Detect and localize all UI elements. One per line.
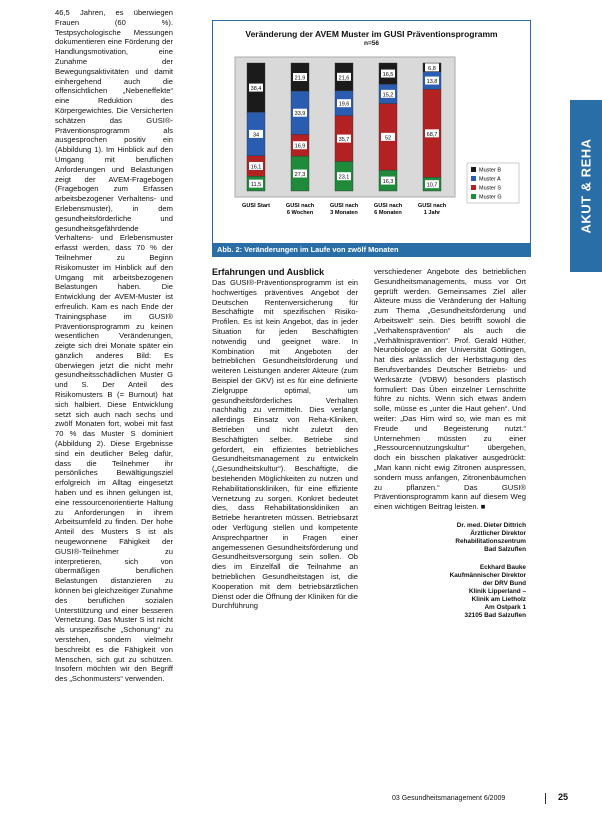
data-label: 68,7 <box>426 131 438 138</box>
stacked-bar-chart <box>217 51 526 241</box>
footer-divider <box>545 793 546 804</box>
data-label: 23,1 <box>338 174 350 181</box>
text-column-1 <box>55 8 173 684</box>
footer-publication: 03 Gesundheitsmanagement 6/2009 <box>392 795 506 802</box>
category-label: GUSI Start <box>242 203 270 209</box>
figure-abb-2 <box>212 20 531 257</box>
credit-line: Dr. med. Dieter Dittrich <box>456 521 526 529</box>
credit-line: Klinik am Lietholz <box>471 595 526 603</box>
data-label: 16,1 <box>250 164 262 171</box>
data-label: 38,4 <box>250 86 262 93</box>
data-label: 16,5 <box>382 72 394 79</box>
category-label: 6 Wochen <box>286 210 314 216</box>
legend-swatch <box>471 185 476 190</box>
legend-swatch <box>471 167 476 172</box>
legend-swatch <box>471 176 476 181</box>
credit-line: Bad Salzuflen <box>484 545 526 553</box>
data-label: 21,6 <box>338 75 350 82</box>
credit-line: Rehabilitationszentrum <box>455 537 526 545</box>
data-label: 21,9 <box>294 75 306 82</box>
legend-swatch <box>471 194 476 199</box>
data-label: 10,7 <box>426 182 438 189</box>
author-credit-2 <box>374 564 526 620</box>
data-label: 35,7 <box>338 137 350 144</box>
body-text-col3: verschiedener Angebote des betrieblichen Gesundheitsmanagements, muss vor Ort geprüft werden. Gemeinsames Ziel aller Akteure muss die Veränderung der Haltung zum Thema „Gesundheitsförderung und Arbeitswelt“ sein. Dies betrifft sowohl die „Verhaltensprävention“ als auch die „Verhältnisprävention“. Prof. Gerald Hüther, Neurobiologe an der Universität Göttingen, hat dies anlässlich der Herbsttagung des Berufsverbandes Deutscher Betriebs- und Werksärzte (VDBW) besonders plastisch formuliert: Das Üben einzelner Lernschritte führe zu nichts. Wenn sich etwas ändern solle, müsse es „unter die Haut gehen“. Und weiter: „Das Hirn wird so, wie man es mit Freude und Begeisterung nutzt.“ Unternehmen müssten zu einer „Ressourcennutzungskultur“ übergehen, doch ein bisschen plakativer ausgedrückt: „Man kann nicht ewig Zitronen auspressen, sondern muss anfangen, Zitronenbäumchen zu pflanzen.“ Das GUSI® Präventionsprogramm kann auf diesem Weg einen wichtigen Beitrag leisten. ■ <box>374 267 526 512</box>
legend-label: Muster B <box>479 167 502 174</box>
section-heading: Erfahrungen und Ausblick <box>212 267 325 277</box>
figure-caption: Abb. 2: Veränderungen im Laufe von zwölf Monaten <box>213 243 530 256</box>
data-label: 34 <box>252 132 260 139</box>
credit-line: Am Ostpark 1 <box>484 603 526 611</box>
category-label: GUSI nach <box>329 203 359 209</box>
legend-label: Muster G <box>479 194 502 201</box>
data-label: 13,8 <box>426 79 438 86</box>
figure-title: Veränderung der AVEM Muster im GUSI Präventionsprogramm <box>245 29 498 39</box>
data-label: 16,9 <box>294 143 306 150</box>
data-label: 15,2 <box>382 92 394 99</box>
credit-line: 32105 Bad Salzuflen <box>464 611 526 619</box>
credit-line: Klinik Lipperland – <box>468 587 526 595</box>
category-label: GUSI nach <box>285 203 315 209</box>
data-label: 52 <box>384 135 392 142</box>
data-label: 11,5 <box>250 182 262 189</box>
section-side-tab-label: AKUT & REHA <box>578 138 594 234</box>
data-label: 19,6 <box>338 101 350 108</box>
body-text-col2: Das GUSI®-Präventionsprogramm ist ein hochwertiges präventives Angebot der Deutschen Rentenversicherung für Beschäftigte mit spezifischen Risiko-Profilen. Es ist kein Angebot, das in jeder Situation für jeden Beschäftigten notwendig und geeignet wäre. In Kombination mit Angeboten der betrieblichen Gesundheitsförderung und weiteren Leistungen anderer Akteure (zum Beispiel der GKV) ist es für eine definierte Zielgruppe optimal, um gesundheitsförderliches Verhalten nachhaltig zu vermitteln. Dies verlangt allerdings Einsatz von Reha-Kliniken, Betrieben und nicht zuletzt den Beschäftigten selber. Betriebe sind gefordert, ein effizientes betriebliches Gesundheitsmanagement zu entwickeln („Gesundheitskultur“). Beschäftigte, die bestehenden Möglichkeiten zu nutzen und Rehabilitationskliniken, für eine effiziente Vernetzung zu sorgen. Konkret bedeutet dies, dass Rehabilitationskliniken an Betriebe herantreten müssen. Betriebsarzt oder Verfügung stellen und kompetente Ansprechpartner in Fragen einer angemessenen Gesundheitsförderung und Gesundheitsversorgung sein sollen. Ob dies im Einzelfall die Teilnahme an betrieblichen Gesundheitstagen ist, die Kooperation mit dem betriebsärztlichen Dienst oder die Öffnung der Kliniken für die Durchführung <box>212 278 358 611</box>
body-text-col1: 46,5 Jahren, es überwiegen Frauen (60 %). Testpsychologische Messungen dokumentieren eine Förderung der Handlungsmotivation, eine Zunahme der Bewegungsaktivitäten und damit einhergehend auch die offensichtlichen „Nebeneffekte“ eine Reduktion des Körpergewichtes. Die Versicherten schätzen das GUSI®-Präventionsprogramm als ausgesprochen positiv ein (Abbildung 1). Im Hinblick auf den Umgang mit beruflichen Anforderungen und Belastungen zeigt der AVEM-Fragebogen (Fragebogen zum Erfassen arbeitsbezogener Verhaltens- und Erlebensmuster), in dem gesundheitsförderliche und gesundheitsgefährdende Verhaltens- und Erlebensmuster erfasst werden, dass 70 % der Teilnehmer zu Beginn Risikomuster im Hinblick auf den Umgang mit arbeitsbezogenen Belastungen haben. Die Entwicklung der AVEM-Muster ist erfreulich. Kam es nach Ende der Trainingsphase im GUSI® Präventionsprogramm zu keinen wesentlichen Veränderungen, zeigte sich drei Monate später ein gänzlich anderes Bild: Es überwiegen jetzt die nicht mehr gesundheitsschädlichen Muster G und S. Der Anteil des Risikomusters B (= Burnout) hat sich halbiert. Diese Entwicklung setzt sich auch nach sechs und zwölf Monaten fort, wobei mit fast 70 % das Muster S dominiert (Abbildung 2). Diese Ergebnisse sind ein deutlicher Beleg dafür, dass die Teilnehmer ihr persönliches Bewältigungsziel erfolgreich im Alltag eingesetzt haben und es ihnen gelungen ist, eine ressourcenorientierte Haltung zu Anforderungen in ihrem Arbeitsumfeld zu finden. Der hohe Anteil des Musters S ist als neugewonnene Fähigkeit der GUSI®-Teilnehmer zu interpretieren, sich von übermäßigen beruflichen Belastungen distanzieren zu können bei gleichzeitiger Zunahme des beruflichen sozialen Unterstützung und einer besseren Vernetzung. Das Muster S ist nicht als unspezifische „Schonung“ zu verstehen, sondern vielmehr beschreibt es die Fähigkeit von Menschen, sich gut zu schützen. Insofern möchten wir den Begriff des „Schonmusters“ verwenden. <box>55 8 173 684</box>
credit-line: Ärztlicher Direktor <box>470 529 526 537</box>
page-number: 25 <box>558 792 569 802</box>
legend-label: Muster S <box>479 185 502 192</box>
credit-line: Eckhard Bauke <box>479 563 526 571</box>
data-label: 33,9 <box>294 111 306 118</box>
category-label: 6 Monaten <box>374 210 402 216</box>
data-label: 16,3 <box>382 179 394 186</box>
data-label: 6,8 <box>428 65 436 72</box>
text-column-3 <box>374 267 526 620</box>
credit-line: Kaufmännischer Direktor <box>449 571 526 579</box>
category-label: GUSI nach <box>417 203 447 209</box>
legend-label: Muster A <box>479 176 501 183</box>
credit-line: der DRV Bund <box>482 579 526 587</box>
category-label: GUSI nach <box>373 203 403 209</box>
text-column-2 <box>212 267 358 611</box>
author-credit-1 <box>374 522 526 554</box>
data-label: 27,3 <box>294 172 306 179</box>
figure-subtitle: n=56 <box>364 40 379 47</box>
category-label: 3 Monaten <box>330 210 358 216</box>
category-label: 1 Jahr <box>423 210 441 216</box>
